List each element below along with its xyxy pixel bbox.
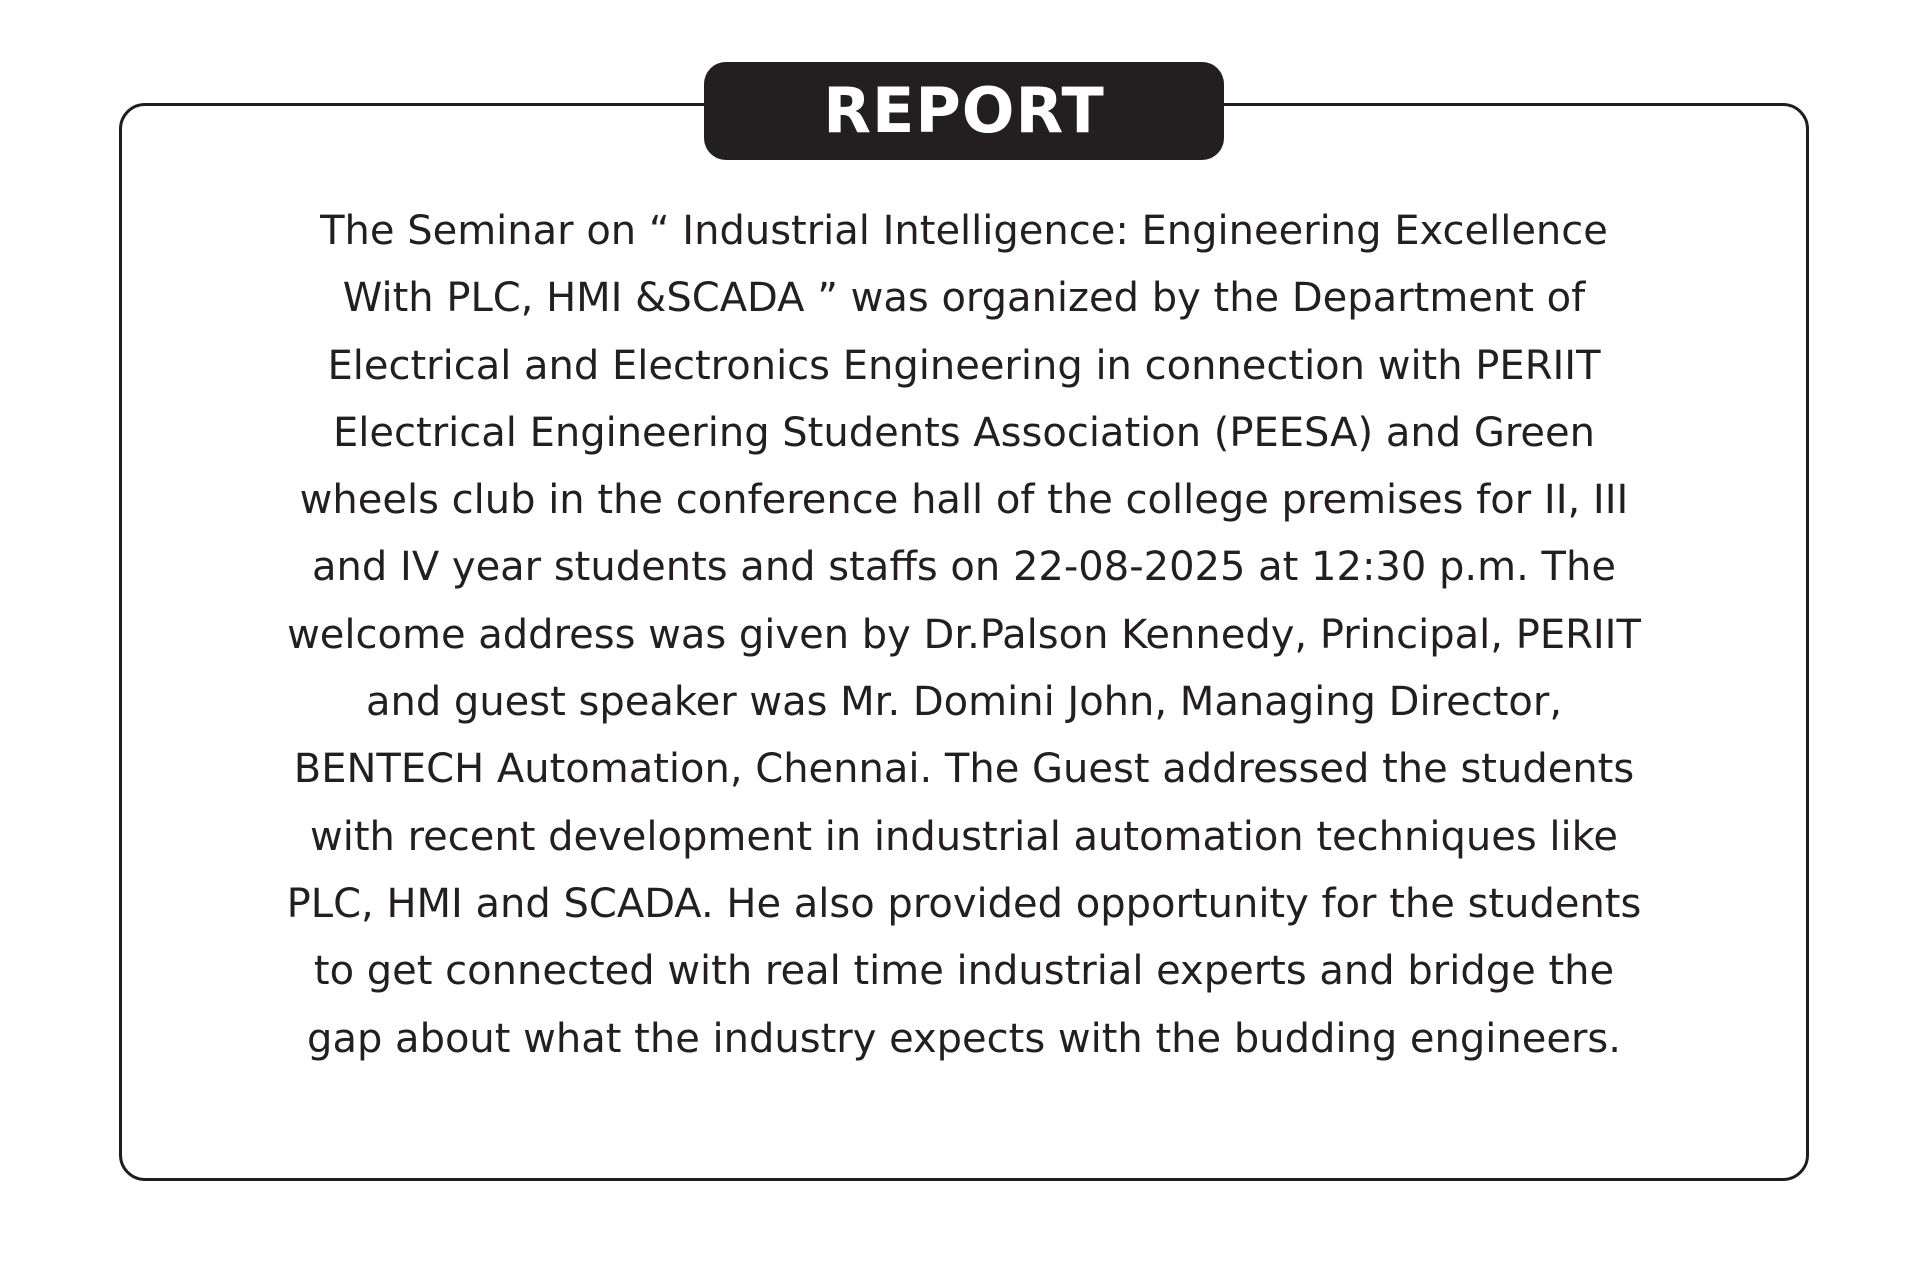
report-line: to get connected with real time industrial experts and bridge the [313,948,1615,995]
report-title: REPORT [823,74,1105,147]
report-line: Electrical and Electronics Engineering in connection with PERIIT [327,342,1601,389]
report-line: gap about what the industry expects with the budding engineers. [307,1015,1621,1062]
report-line: PLC, HMI and SCADA. He also provided opportunity for the students [286,880,1642,927]
report-title-tab [704,62,1224,160]
report-line: and IV year students and staffs on 22-08-2025 at 12:30 p.m. The [312,544,1616,591]
report-line: With PLC, HMI &SCADA ” was organized by the Department of [342,275,1586,322]
report-line: welcome address was given by Dr.Palson Kennedy, Principal, PERIIT [287,611,1641,658]
report-line: wheels club in the conference hall of the college premises for II, III [299,477,1629,524]
report-line: and guest speaker was Mr. Domini John, Managing Director, [365,679,1563,726]
report-line: BENTECH Automation, Chennai. The Guest addressed the students [293,746,1635,793]
report-line: Electrical Engineering Students Association (PEESA) and Green [333,409,1595,456]
report-line: with recent development in industrial automation techniques like [310,813,1618,860]
report-line: The Seminar on “ Industrial Intelligence: Engineering Excellence [320,208,1608,254]
report-body [160,198,1768,1073]
